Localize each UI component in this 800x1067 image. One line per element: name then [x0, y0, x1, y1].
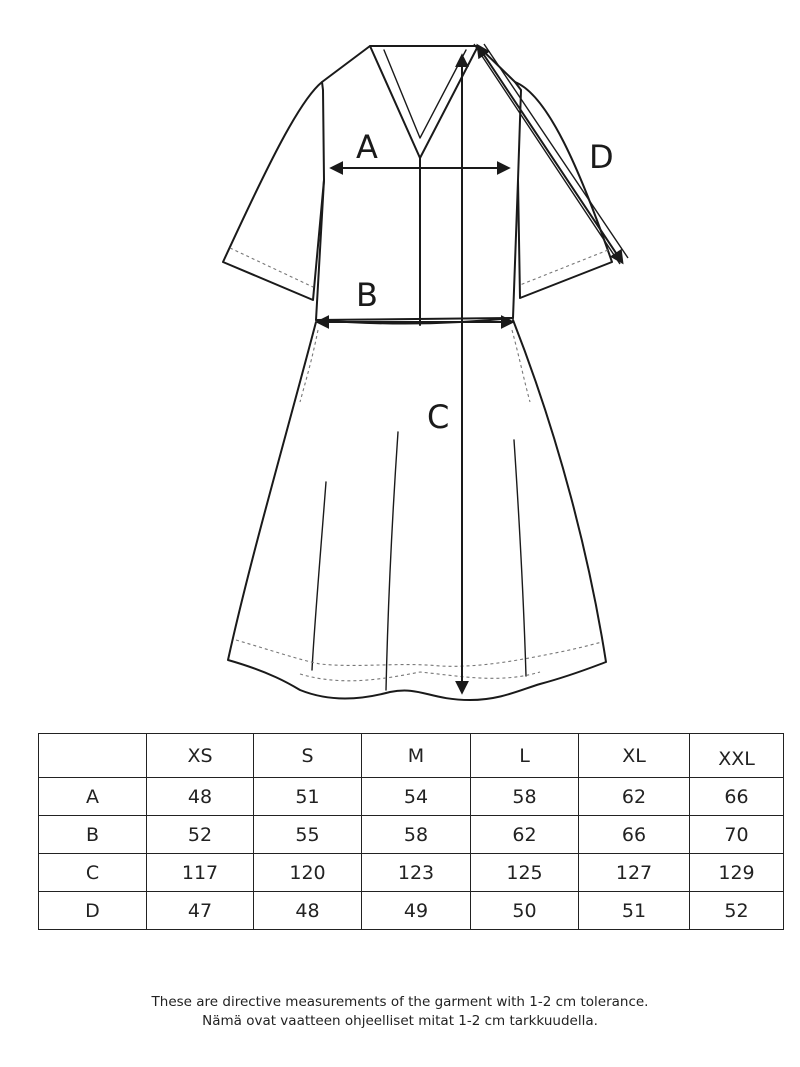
- measurement-cell: 120: [254, 854, 362, 892]
- footnote-finnish: Nämä ovat vaatteen ohjeelliset mitat 1-2 cm tarkkuudella.: [202, 1013, 598, 1029]
- measurement-cell: 129: [690, 854, 784, 892]
- table-header-row: [39, 734, 784, 778]
- measurement-cell: 58: [471, 778, 579, 816]
- measurement-cell: 62: [471, 816, 579, 854]
- header-cell-size: M: [362, 734, 471, 778]
- skirt-outline: [228, 320, 606, 700]
- right-sleeve: [515, 82, 612, 298]
- footnote-english: These are directive measurements of the garment with 1-2 cm tolerance.: [151, 994, 649, 1010]
- measurement-cell: 123: [362, 854, 471, 892]
- measurement-cell: 117: [147, 854, 254, 892]
- label-a: A: [356, 128, 378, 166]
- header-cell-size: L: [471, 734, 579, 778]
- measurement-cell: 66: [579, 816, 690, 854]
- row-label-cell: C: [39, 854, 147, 892]
- label-c: C: [427, 398, 450, 436]
- row-label-cell: D: [39, 892, 147, 930]
- measurement-cell: 66: [690, 778, 784, 816]
- row-label-cell: B: [39, 816, 147, 854]
- measurement-cell: 127: [579, 854, 690, 892]
- footnote: [0, 993, 800, 1031]
- bodice-outline: [316, 46, 521, 320]
- measurement-cell: 58: [362, 816, 471, 854]
- header-corner-cell: [39, 734, 147, 778]
- measurement-cell: 47: [147, 892, 254, 930]
- measurement-cell: 52: [147, 816, 254, 854]
- measurement-cell: 70: [690, 816, 784, 854]
- header-cell-size: XXL: [690, 734, 784, 778]
- table-row: [39, 854, 784, 892]
- measurement-cell: 51: [254, 778, 362, 816]
- measurement-cell: 50: [471, 892, 579, 930]
- table-row: [39, 816, 784, 854]
- size-table: [38, 733, 784, 930]
- measurement-cell: 48: [147, 778, 254, 816]
- header-cell-size: XS: [147, 734, 254, 778]
- measurement-cell: 48: [254, 892, 362, 930]
- measurement-cell: 49: [362, 892, 471, 930]
- measurement-cell: 52: [690, 892, 784, 930]
- measurement-cell: 55: [254, 816, 362, 854]
- measurement-cell: 125: [471, 854, 579, 892]
- header-cell-size: S: [254, 734, 362, 778]
- measurement-cell: 62: [579, 778, 690, 816]
- row-label-cell: A: [39, 778, 147, 816]
- measurement-cell: 51: [579, 892, 690, 930]
- table-row: [39, 778, 784, 816]
- label-d: D: [589, 138, 614, 176]
- table-row: [39, 892, 784, 930]
- left-sleeve: [223, 82, 324, 300]
- label-b: B: [356, 276, 378, 314]
- header-cell-size: XL: [579, 734, 690, 778]
- measurement-cell: 54: [362, 778, 471, 816]
